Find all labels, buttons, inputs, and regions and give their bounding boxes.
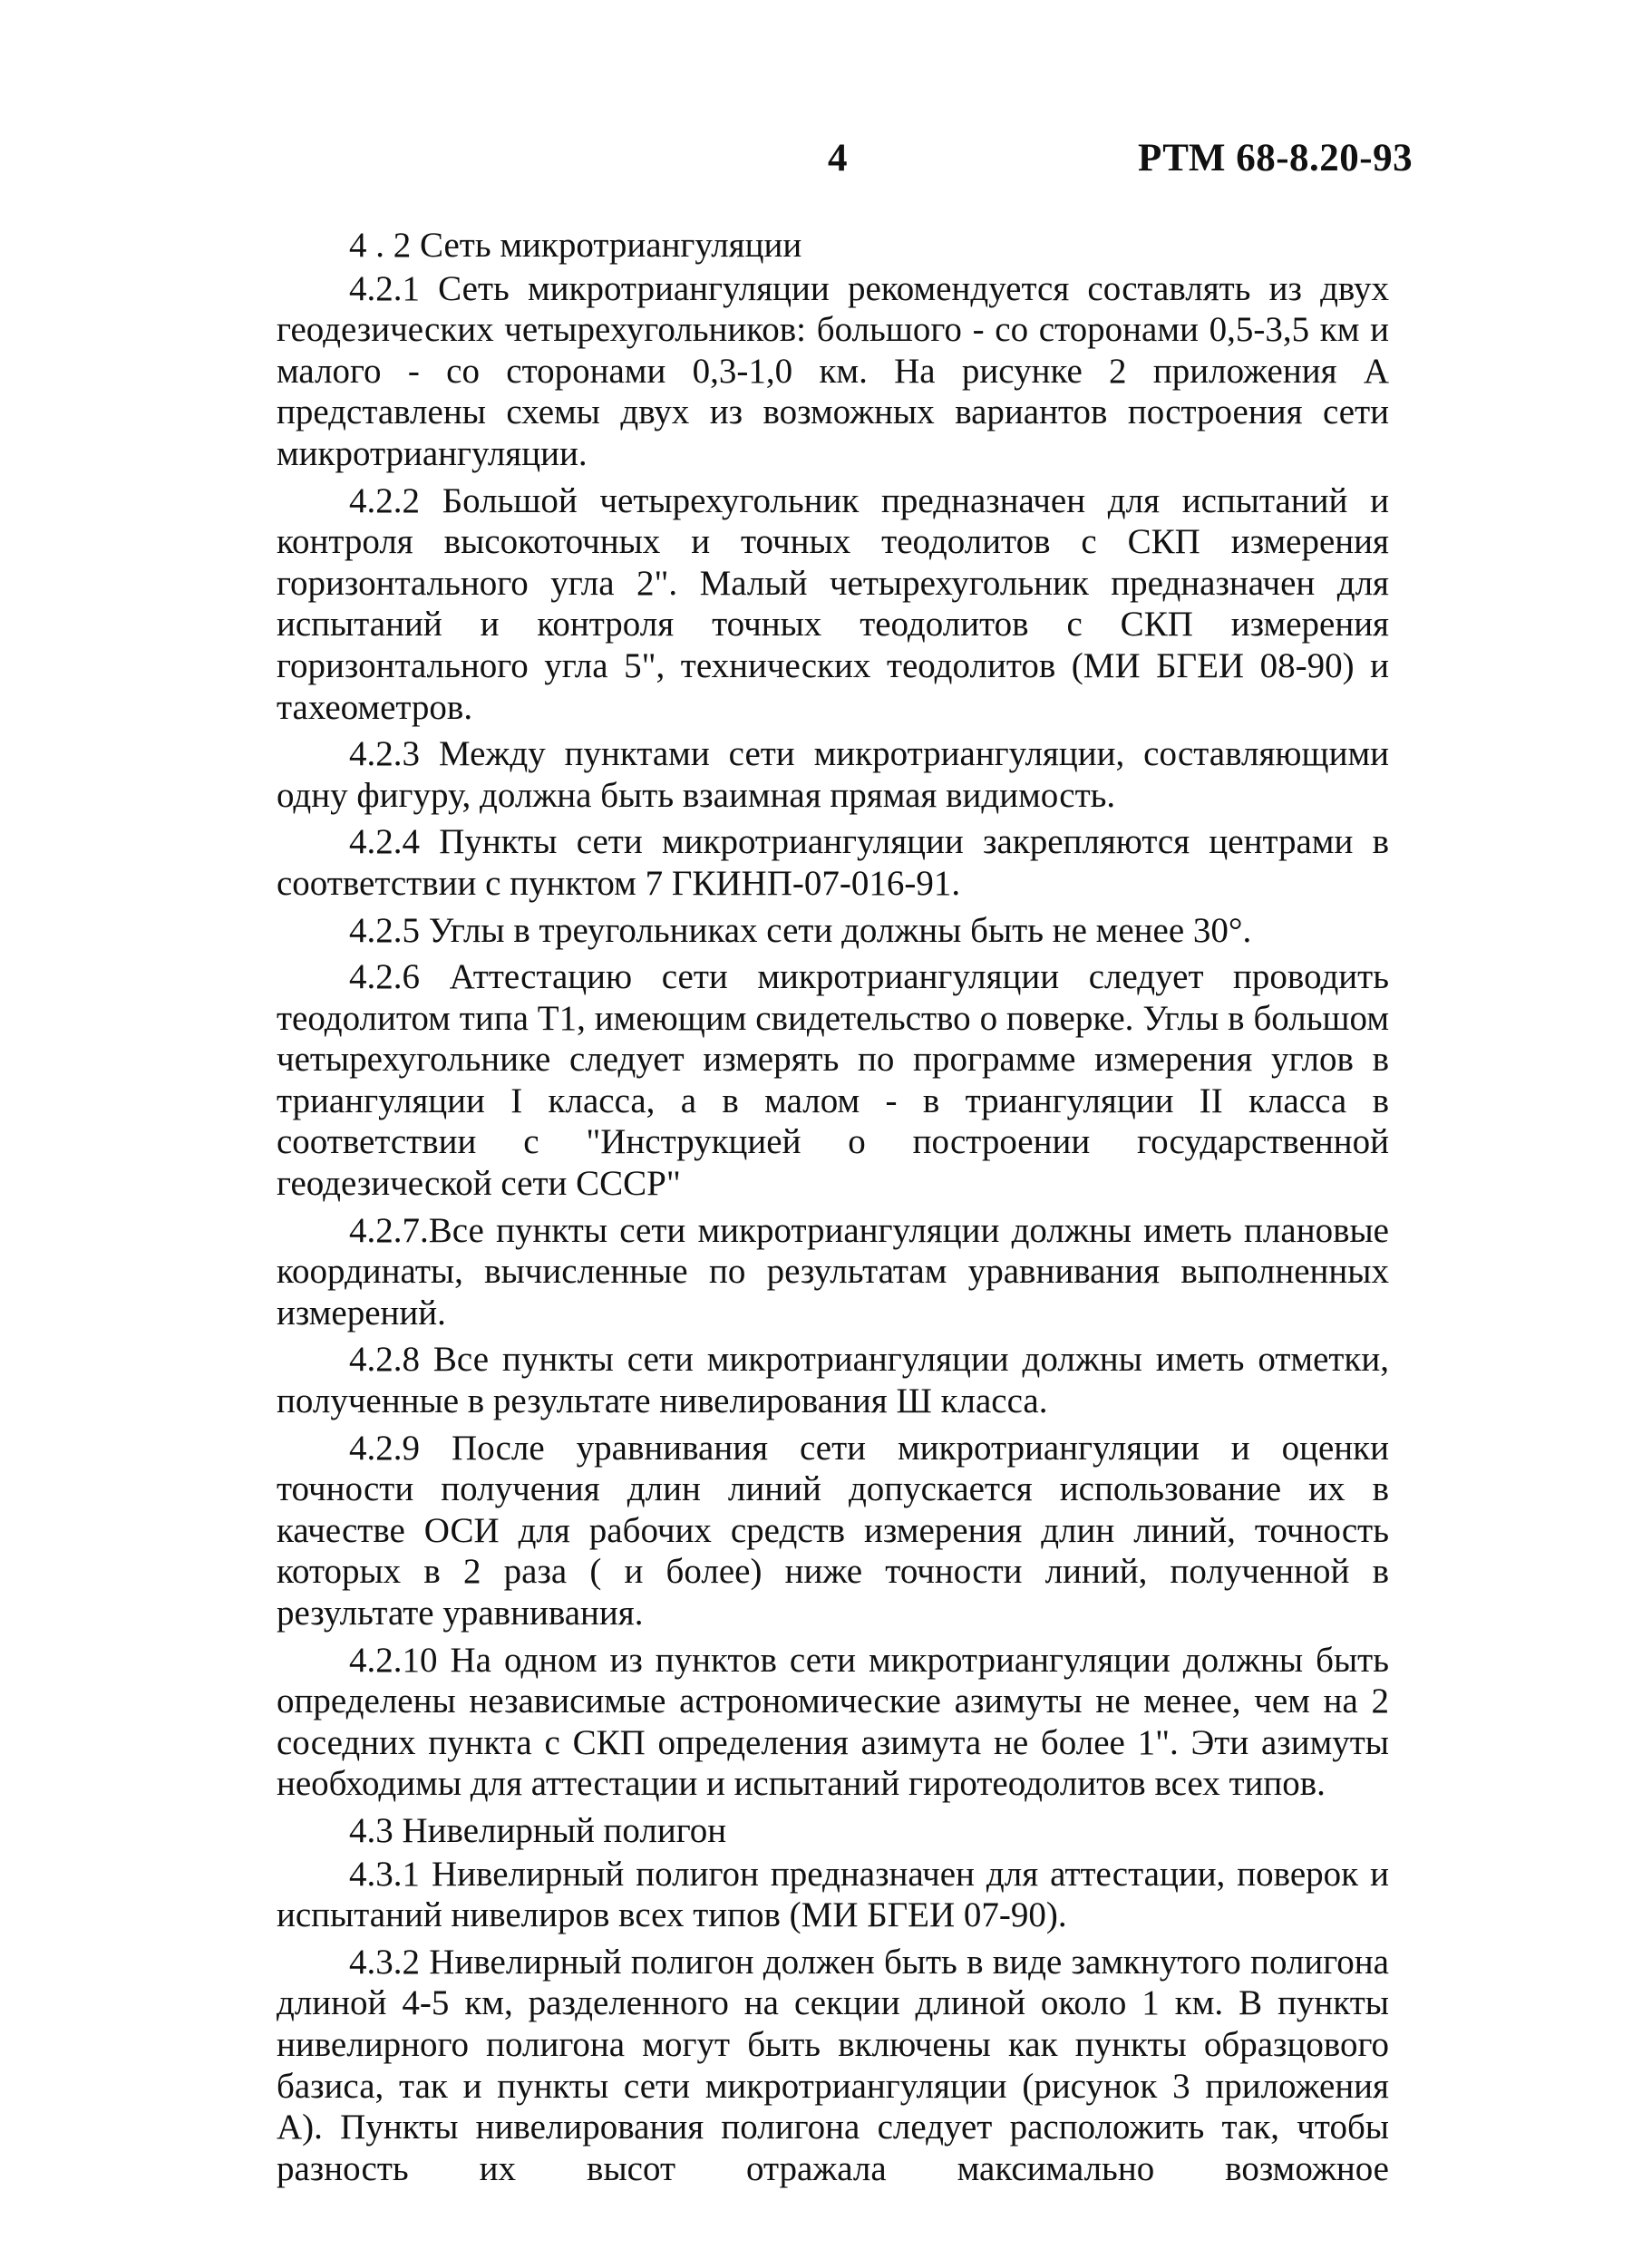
page-number: 4: [828, 137, 848, 179]
paragraph-4-2-2: 4.2.2 Большой четырехугольник предназначен для испытаний и контроля высокоточных и точных теодолитов с СКП измерения горизонтального угла 2". Малый четырехугольник предназначен для испытаний и контроля точных теодолитов с СКП измерения горизонтального угла 5", технических теодолитов (МИ БГЕИ 08-90) и тахеометров.: [277, 480, 1389, 727]
document-code: РТМ 68-8.20-93: [1138, 137, 1413, 179]
body-text: [277, 225, 1389, 2195]
paragraph-4-2-7: 4.2.7.Все пункты сети микротриангуляции должны иметь плановые координаты, вычисленные по результатам уравнивания выполненных измерений.: [277, 1210, 1389, 1333]
paragraph-4-2-3: 4.2.3 Между пунктами сети микротриангуляции, составляющими одну фигуру, должна быть взаимная прямая видимость.: [277, 734, 1389, 815]
paragraph-4-3-2: 4.3.2 Нивелирный полигон должен быть в виде замкнутого полигона длиной 4-5 км, разделенного на секции длиной около 1 км. В пункты нивелирного полигона могут быть включены как пункты образцового базиса, так и пункты сети микротриангуляции (рисунок 3 приложения А). Пункты нивелирования полигона следует расположить так, чтобы разность их высот отражала максимально возможное: [277, 1942, 1389, 2188]
section-heading-4-2: 4 . 2 Сеть микротриангуляции: [349, 226, 802, 265]
paragraph-4-2-5: 4.2.5 Углы в треугольниках сети должны быть не менее 30°.: [349, 910, 1252, 950]
paragraph-4-2-1: 4.2.1 Сеть микротриангуляции рекомендуется составлять из двух геодезических четырехугольников: большого - со сторонами 0,5-3,5 км и малого - со сторонами 0,3-1,0 км. На рисунке 2 приложения А представлены схемы двух из возможных вариантов построения сети микротриангуляции.: [277, 268, 1389, 473]
section-heading-4-3: 4.3 Нивелирный полигон: [349, 1810, 727, 1850]
paragraph-4-2-9: 4.2.9 После уравнивания сети микротриангуляции и оценки точности получения длин линий допускается использование их в качестве ОСИ для рабочих средств измерения длин линий, точность которых в 2 раза ( и более) ниже точности линий, полученной в результате уравнивания.: [277, 1428, 1389, 1633]
paragraph-4-2-4: 4.2.4 Пункты сети микротриангуляции закрепляются центрами в соответствии с пунктом 7 ГКИНП-07-016-91.: [277, 822, 1389, 903]
paragraph-4-3-1: 4.3.1 Нивелирный полигон предназначен для аттестации, поверок и испытаний нивелиров всех типов (МИ БГЕИ 07-90).: [277, 1854, 1389, 1935]
paragraph-4-2-10: 4.2.10 На одном из пунктов сети микротриангуляции должны быть определены независимые астрономические азимуты не менее, чем на 2 соседних пункта с СКП определения азимута не более 1". Эти азимуты необходимы для аттестации и испытаний гиротеодолитов всех типов.: [277, 1640, 1389, 1804]
paragraph-4-2-6: 4.2.6 Аттестацию сети микротриангуляции следует проводить теодолитом типа Т1, имеющим свидетельство о поверке. Углы в большом четырехугольнике следует измерять по программе измерения углов в триангуляции I класса, а в малом - в триангуляции II класса в соответствии с "Инструкцией о построении государственной геодезической сети СССР": [277, 957, 1389, 1204]
paragraph-4-2-8: 4.2.8 Все пункты сети микротриангуляции должны иметь отметки, полученные в результате нивелирования Ш класса.: [277, 1340, 1389, 1421]
